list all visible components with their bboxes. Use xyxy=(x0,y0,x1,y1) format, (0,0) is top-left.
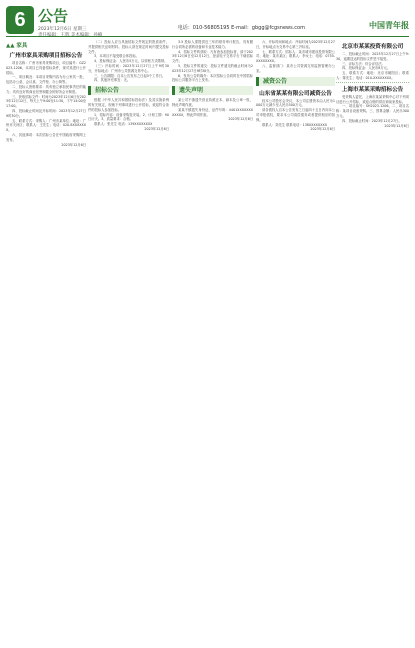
banner-label: 减资公告 xyxy=(263,77,288,85)
banner-bar xyxy=(172,86,253,95)
notice-paragraph: 联系人：张先生 电话：139XXXXXXXX xyxy=(94,122,153,127)
notice-paragraph: 3.5 投标人需提供近三年的财务审计报告，具有履行合同所必需的设备和专业技术能力。 xyxy=(172,40,253,49)
notice-title: 广州市家具采购项目招标公告 xyxy=(9,53,83,59)
notice-paragraph: 二、投标人资格要求：具有独立承担民事责任的能力；具有良好的商业信誉和健全的财务会计制度。 xyxy=(6,84,86,94)
notice-paragraph: （二）投标人应当具备招标文件规定的资质条件，并提供相关证明材料。投标人须在规定时间内提交投标文件。 xyxy=(88,40,169,54)
notice-paragraph: 5、投标文件的递交：投标文件递交的截止时间为2023年12月27日9时30分。 xyxy=(172,63,253,73)
notice-columns xyxy=(6,40,409,642)
notice-paragraph: 四、其他补充事宜：无。 xyxy=(94,78,131,83)
notice-paragraph: 六、开标时间和地点：开标时间为2023年12月27日，开标地点为交易中心第三开标室。 xyxy=(256,40,335,49)
column-heading: ▲▲ 家具 xyxy=(6,43,28,49)
notice-paragraph: 4、投标保证金：人民币5万元，以转账方式缴纳。 xyxy=(94,59,168,64)
divider xyxy=(336,82,409,83)
notice-paragraph: 联系人：刘先生 联系电话：138XXXXXXXX xyxy=(262,122,327,127)
header-rule xyxy=(6,36,409,37)
notice-paragraph: 三、获取招标文件：时间为2023年12月6日至2023年12月12日，每天上午9:00至11:30，下午14:00至17:00。 xyxy=(6,94,86,109)
notice-paragraph: 六、其他事项：本次招标公告在中国政府采购网上发布。 xyxy=(6,132,86,142)
section-banner xyxy=(256,76,335,87)
section-title: 公告 xyxy=(38,7,69,25)
notice-paragraph: 五、联系方式：地址：北京市朝阳区；联系人：陈先生；电话：010-XXXXXXXX。 xyxy=(336,71,409,80)
notice-paragraph: 四、投标截止时间：2023年12月27日。 xyxy=(342,118,402,123)
notice-paragraph: 三、公告期限：自本公告发布之日起5个工作日。 xyxy=(94,73,166,78)
column-5 xyxy=(336,40,409,642)
notice-title: 山东省某某有限公司减资公告 xyxy=(259,90,332,97)
page-number-badge: 6 xyxy=(6,6,34,34)
notice-paragraph: 八、监督部门：某市公共资源交易监督管理办公室。 xyxy=(256,63,335,73)
notice-paragraph: 受采购人委托，上海市某某采购中心对下列项目进行公开招标，欢迎合格的供应商前来投标。 xyxy=(336,94,409,104)
notice-signature: 2023年12月6日 xyxy=(61,142,86,147)
banner-label: 招标公告 xyxy=(95,87,120,95)
notice-paragraph: 6、发布公告的媒介：本次招标公告同时在中国招标投标公共服务平台上发布。 xyxy=(172,73,253,83)
notice-paragraph: （三）开标时间：2023年12月27日上午9时30分，开标地点：广州市公共资源交易中心。 xyxy=(88,63,169,73)
banner-bar xyxy=(88,86,169,95)
banner-bar xyxy=(256,77,335,86)
column-2 xyxy=(88,40,169,642)
notice-paragraph: 一、项目编号：SH2023-1206。二、项目名称：某项目设备采购。三、预算金额：人民币300万元。 xyxy=(336,104,409,118)
section-banner xyxy=(88,85,169,96)
notice-paragraph: 根据《中华人民共和国招标投标法》及其实施条例的有关规定，现就下列事项进行公开招标，欢迎符合条件的投标人参加投标。 xyxy=(88,98,169,112)
notice-paragraph: 四、投标截止时间及开标时间：2023年12月27日9时30分。 xyxy=(6,108,86,118)
notice-paragraph: 一、项目概况：本项目采购内容为办公家具一批，包括办公桌、会议桌、文件柜、办公椅等。 xyxy=(6,75,86,85)
notice-paragraph: 3、本项目不接受联合体投标。 xyxy=(94,54,139,59)
notice-paragraph: 三、评标方法：综合评估法。 xyxy=(342,61,385,66)
notice-paragraph: 请各债权人自本公告发布之日起四十五日内向本公司申报债权，要求本公司清偿债务或者提供相应的担保。 xyxy=(256,108,335,122)
contact-info: 电话：010-56805195 E-mail：gbgg@fcgsnews.com xyxy=(177,25,305,31)
notice-title: 北京市某某投资有限公司 xyxy=(341,44,404,50)
notice-paragraph: 四、投标保证金：人民币8万元。 xyxy=(342,66,391,71)
issue-date: 2023年12月6日 星期三 xyxy=(38,27,87,32)
notice-signature: 2023年12月6日 xyxy=(310,127,335,132)
column-4 xyxy=(256,40,335,642)
notice-paragraph: 五、联系方式：采购人：广州市某单位；地址：广州市天河区；联系人：王先生；电话：020-8XXXXXXX。 xyxy=(6,118,86,133)
notice-paragraph: 4、招标文件的获取：凡有意参加投标者，请于2023年12月6日至12月12日，登录电子交易平台下载招标文件。 xyxy=(172,49,253,64)
notice-paragraph: 二、投标截止时间：2023年12月27日上午9:30，逾期送达的投标文件恕不接受。 xyxy=(336,52,409,61)
section-banner xyxy=(172,85,253,96)
notice-paragraph: 经本公司股东会决议，本公司注册资本由人民币1000万元减少至人民币500万元。 xyxy=(256,98,335,108)
column-3 xyxy=(172,40,253,642)
notice-paragraph: 某公司不慎遗失营业执照正本、副本及公章一枚，特此声明作废。 xyxy=(172,98,253,107)
notice-title: 上海市某某采购招标公告 xyxy=(341,86,404,93)
banner-label: 遗失声明 xyxy=(179,87,204,95)
notice-signature: 2023年12月6日 xyxy=(384,123,409,128)
column-1 xyxy=(6,40,86,642)
notice-paragraph: 某某不慎遗失身份证，证件号码：4401XXXXXXXXXXXX，特此声明作废。 xyxy=(172,107,253,117)
notice-paragraph: 1、招标内容：设备采购及安装。2、计划工期：90日历天。3、质量要求：合格。 xyxy=(88,112,169,122)
masthead-logo: 中国青年报 xyxy=(369,20,409,30)
notice-signature: 2023年12月6日 xyxy=(144,126,169,131)
page-header xyxy=(0,0,415,40)
notice-paragraph: 项目名称：广州市家具采购项目，项目编号：GZ2023-1206，本项目已具备招标条件，现对其进行公开招标。 xyxy=(6,61,86,75)
notice-paragraph: 七、联系方式：招标人：某市城市建设投资有限公司；地址：某市某区；联系人：李女士；电话：0755-XXXXXXXX。 xyxy=(256,49,335,64)
notice-signature: 2023年12月6日 xyxy=(228,117,253,122)
